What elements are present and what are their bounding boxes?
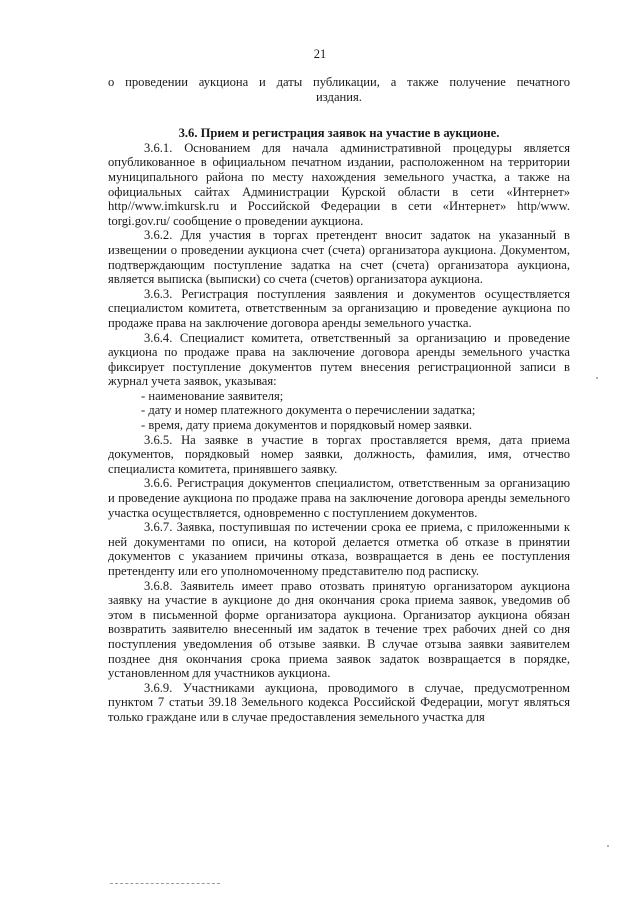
intro-text: [108, 75, 570, 90]
paragraph-3-6-4: 3.6.4. Специалист комитета, ответственный за организацию и проведение аукциона по продаже права на заключение договора аренды земельного участка фиксирует поступление документов путем внесения регистрационной записи в журнал учета заявок, указывая:: [108, 330, 570, 389]
list-item-payment-document: - дату и номер платежного документа о перечислении задатка;: [141, 403, 476, 418]
paragraph-3-6-7: 3.6.7. Заявка, поступившая по истечении срока ее приема, с приложенными к ней документами по описи, на которой делается отметка об отказе в принятии документов с указанием причины отказа, возвращается в день ее поступления претенденту или его уполномоченному представителю под расписку.: [108, 520, 570, 578]
list-item-applicant-name: - наименование заявителя;: [141, 388, 284, 403]
paragraph-3-6-1: 3.6.1. Основанием для начала административной процедуры является опубликованное в официальном печатном издании, расположенном на территории муниципального района по месту нахождения земельного участка, а также на официальных сайтах Администрации Курской области в сети «Интернет» http//www.imkursk.ru и Российской Федерации в сети «Интернет» http/www. torgi.gov.ru/ сообщение о проведении аукциона.: [108, 140, 570, 228]
intro-line-1: о проведении аукциона и даты публикации, а также получение печатного: [108, 75, 570, 89]
intro-line-2: издания.: [316, 89, 362, 104]
paragraph-3-6-9: 3.6.9. Участниками аукциона, проводимого в случае, предусмотренном пунктом 7 статьи 39.18 Земельного кодекса Российской Федерации, могут являться только граждане или в случае предоставления земельного участка для: [108, 680, 570, 724]
paragraph-3-6-5: 3.6.5. На заявке в участие в торгах проставляется время, дата приема документов, порядковый номер заявки, должность, фамилия, имя, отчество специалиста комитета, принявшего заявку.: [108, 432, 570, 476]
footer-rule: [110, 883, 220, 884]
scan-mark: [596, 377, 598, 379]
scan-mark: [607, 845, 609, 847]
section-title: 3.6. Прием и регистрация заявок на участие в аукционе.: [178, 126, 500, 141]
paragraph-3-6-3: 3.6.3. Регистрация поступления заявления и документов осуществляется специалистом комитета, ответственным за организацию и проведение аукциона по продаже права на заключение договора аренды земельного участка.: [108, 286, 570, 330]
paragraph-3-6-2: 3.6.2. Для участия в торгах претендент вносит задаток на указанный в извещении о проведении аукциона счет (счета) организатора аукциона. Документом, подтверждающим поступление задатка на счет (счета) организатора аукциона, является выписка (выписки) со счета (счетов) организатора аукциона.: [108, 228, 570, 287]
list-item-receipt-time: - время, дату приема документов и порядковый номер заявки.: [141, 418, 473, 433]
page-number: 21: [313, 47, 327, 61]
paragraph-3-6-6: 3.6.6. Регистрация документов специалистом, ответственным за организацию и проведение аукциона по продаже права на заключение договора аренды земельного участка осуществляется, одновременно с поступлением документов.: [108, 476, 570, 520]
document-body: [108, 75, 570, 725]
paragraph-3-6-8: 3.6.8. Заявитель имеет право отозвать принятую организатором аукциона заявку на участие в аукционе до дня окончания срока приема заявок, уведомив об этом в письменной форме организатора аукциона. Организатор аукциона обязан возвратить заявителю внесенный им задаток в течение трех рабочих дней со дня поступления уведомления об отзыве заявки. В случае отзыва заявки заявителем позднее дня окончания срока приема заявок задаток возвращается в порядке, установленном для участников аукциона.: [108, 578, 570, 681]
